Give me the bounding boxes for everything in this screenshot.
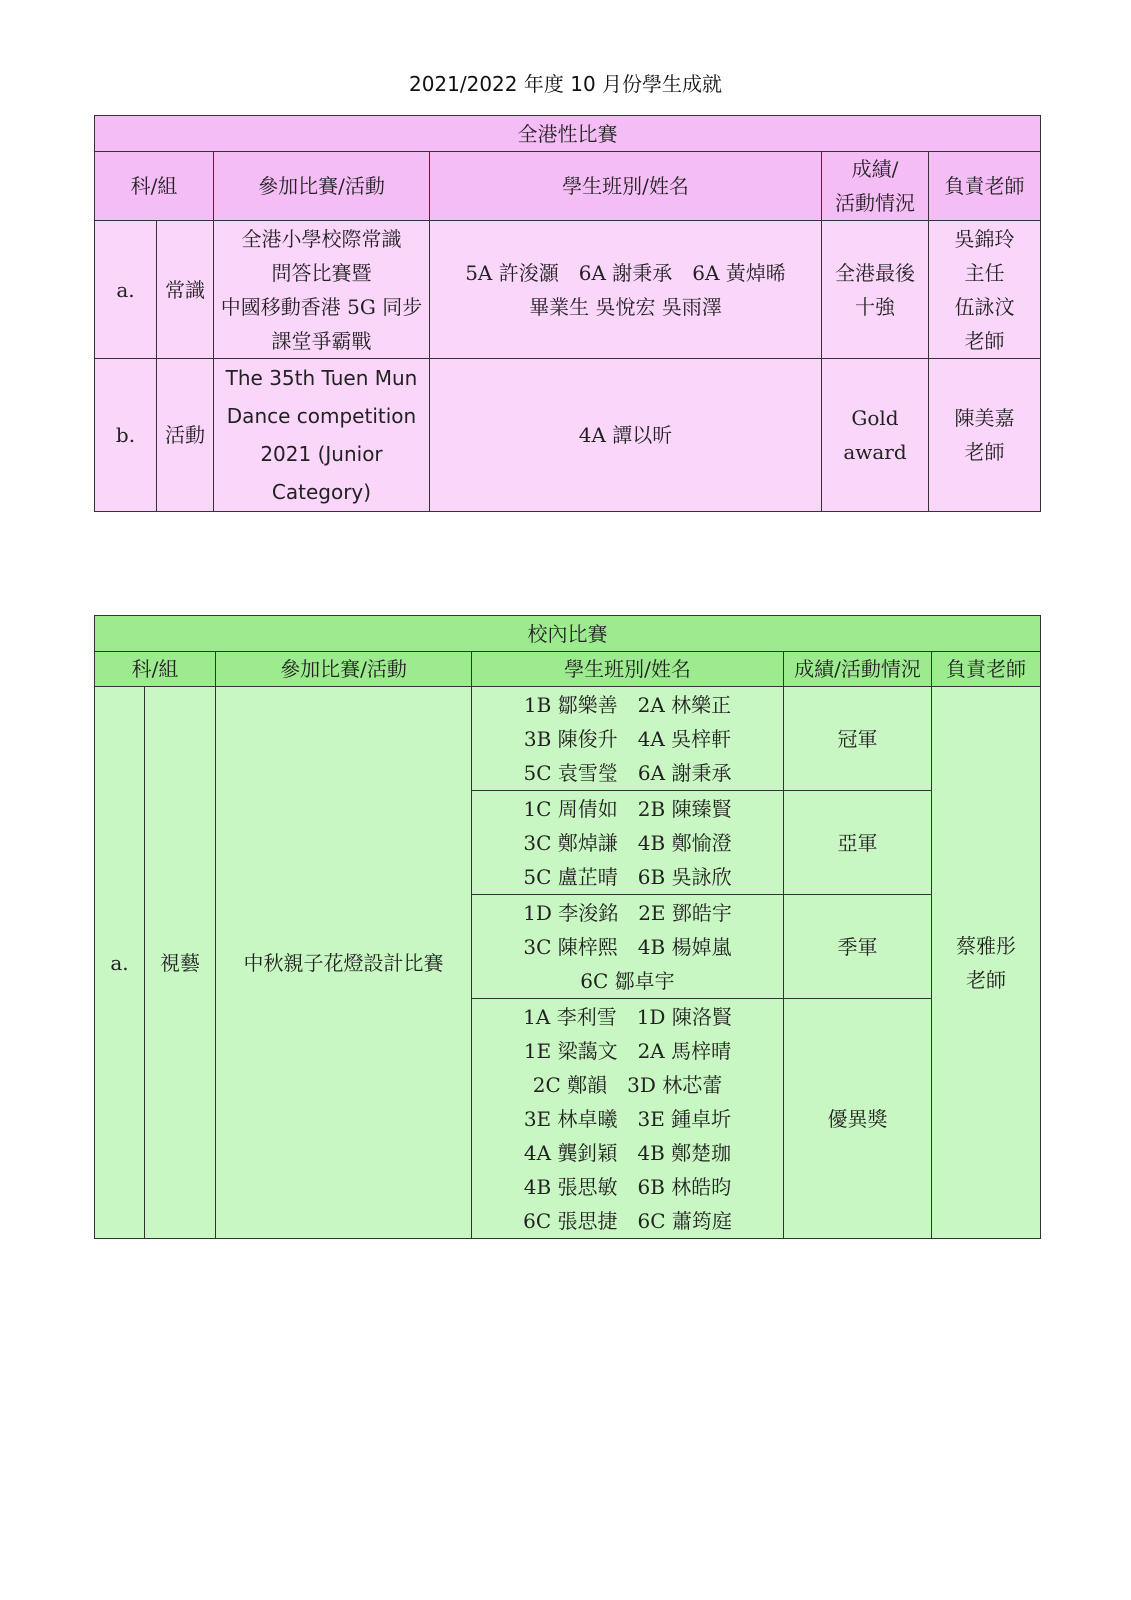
table-row: [95, 359, 1041, 512]
hk-header-teacher: 負責老師: [929, 152, 1041, 221]
hk-section-title: 全港性比賽: [95, 116, 1041, 152]
award-result: 季軍: [784, 895, 932, 999]
row-event: 全港小學校際常識 問答比賽暨 中國移動香港 5G 同步 課堂爭霸戰: [214, 221, 430, 359]
hk-competition-table: [94, 115, 1041, 512]
row-result: 全港最後 十強: [822, 221, 929, 359]
row-subject: 活動: [157, 359, 214, 512]
row-subject: 視藝: [145, 687, 216, 1239]
row-result: Gold award: [822, 359, 929, 512]
award-students: 1D 李浚銘 2E 鄧皓宇 3C 陳梓熙 4B 楊婥嵐 6C 鄒卓宇: [472, 895, 784, 999]
school-header-teacher: 負責老師: [932, 652, 1041, 687]
award-students: 1A 李利雪 1D 陳洛賢 1E 梁藹文 2A 馬梓晴 2C 鄭韻 3D 林芯蕾 3E 林卓曦 3E 鍾卓圻 4A 龔釗穎 4B 鄭楚珈 4B 張思敏 6B 林皓昀 6C 張思捷 6C 蕭筠庭: [472, 999, 784, 1239]
hk-header-event: 參加比賽/活動: [214, 152, 430, 221]
school-header-result: 成績/活動情況: [784, 652, 932, 687]
school-section-title: 校內比賽: [95, 616, 1041, 652]
row-index: b.: [95, 359, 157, 512]
award-result: 亞軍: [784, 791, 932, 895]
hk-header-students: 學生班別/姓名: [430, 152, 822, 221]
row-students: 5A 許浚灝 6A 謝秉承 6A 黃焯晞 畢業生 吳悅宏 吳雨澤: [430, 221, 822, 359]
row-event: The 35th Tuen Mun Dance competition 2021 (Junior Category): [214, 359, 430, 512]
award-students: 1C 周倩如 2B 陳臻賢 3C 鄭焯謙 4B 鄭愉澄 5C 盧芷晴 6B 吳詠欣: [472, 791, 784, 895]
award-students: 1B 鄒樂善 2A 林樂正 3B 陳俊升 4A 吳梓軒 5C 袁雪瑩 6A 謝秉承: [472, 687, 784, 791]
award-result: 冠軍: [784, 687, 932, 791]
row-index: a.: [95, 221, 157, 359]
row-teacher: 陳美嘉 老師: [929, 359, 1041, 512]
table-row: [95, 687, 1041, 791]
row-event: 中秋親子花燈設計比賽: [216, 687, 472, 1239]
school-header-subject: 科/組: [95, 652, 216, 687]
row-teacher: 吳錦玲 主任 伍詠汶 老師: [929, 221, 1041, 359]
row-index: a.: [95, 687, 145, 1239]
row-students: 4A 譚以昕: [430, 359, 822, 512]
row-teacher: 蔡雅彤 老師: [932, 687, 1041, 1239]
award-result: 優異獎: [784, 999, 932, 1239]
table-row: [95, 221, 1041, 359]
page-title: 2021/2022 年度 10 月份學生成就: [408, 72, 723, 96]
hk-header-result: 成績/ 活動情況: [822, 152, 929, 221]
school-competition-table: [94, 615, 1041, 1239]
school-header-event: 參加比賽/活動: [216, 652, 472, 687]
row-subject: 常識: [157, 221, 214, 359]
school-header-students: 學生班別/姓名: [472, 652, 784, 687]
hk-header-subject: 科/組: [95, 152, 214, 221]
